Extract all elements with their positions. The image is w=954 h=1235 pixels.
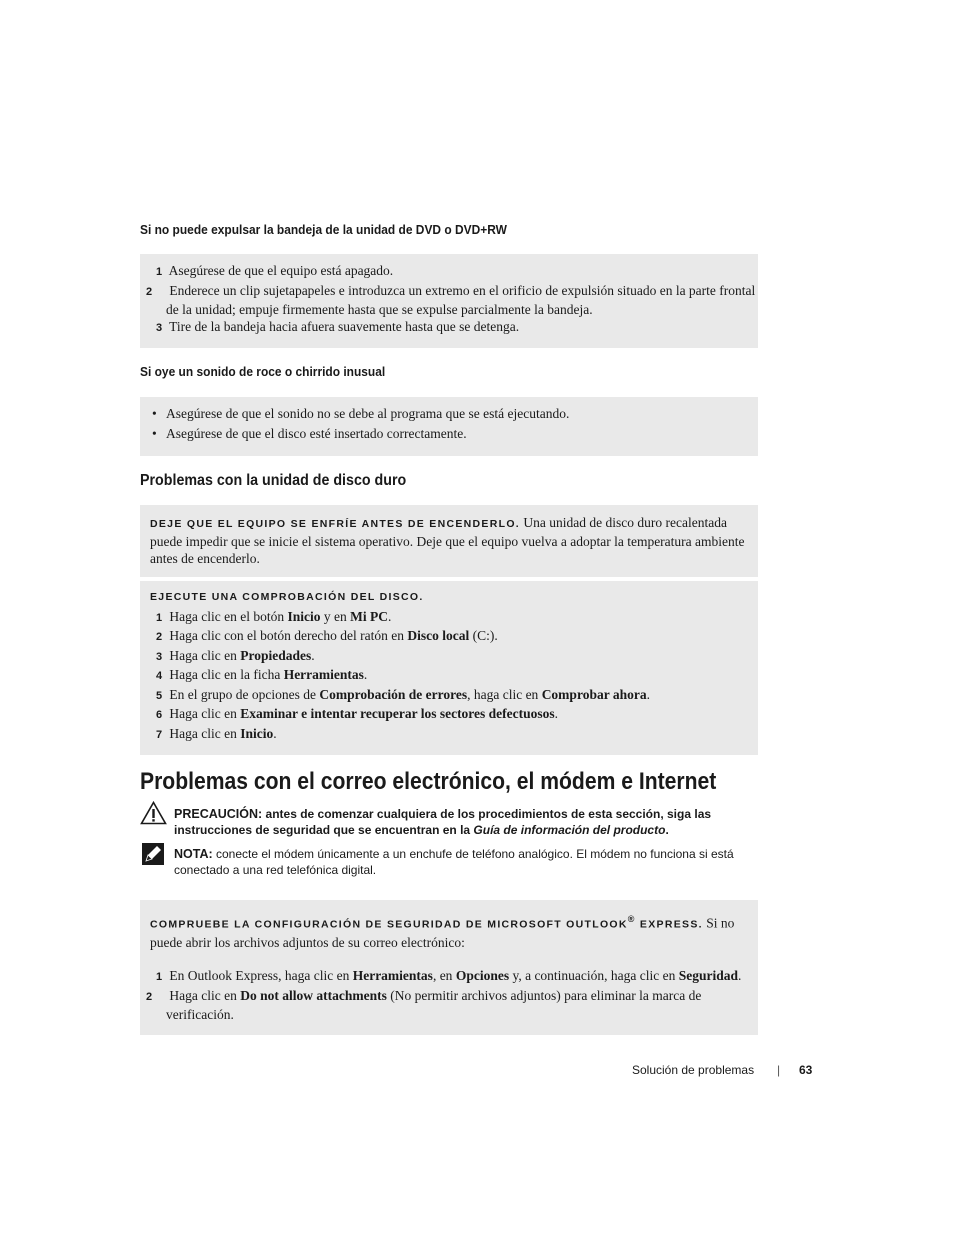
caution-text: PRECAUCIÓN: antes de comenzar cualquiera de los procedimientos de esta sección, siga las instrucciones de seguridad que se encuentran en la Guía de información del producto. — [174, 807, 712, 837]
box-outlook-security — [140, 900, 758, 1035]
list-item: 6 Haga clic en Examinar e intentar recuperar los sectores defectuosos. — [156, 706, 559, 721]
list-item: 1 En Outlook Express, haga clic en Herramientas, en Opciones y, a continuación, haga clic en Seguridad. — [156, 968, 742, 983]
page-number: 63 — [799, 1063, 813, 1077]
note-text: NOTA: conecte el módem únicamente a un enchufe de teléfono analógico. El módem no funciona si está conectado a una red telefónica digital. — [174, 847, 734, 877]
list-item: 2 Haga clic con el botón derecho del ratón en Disco local (C:). — [156, 628, 498, 643]
box-dvd-steps — [140, 254, 758, 348]
heading-dvd-tray: Si no puede expulsar la bandeja de la unidad de DVD o DVD+RW — [140, 222, 507, 237]
list-item: 2 Enderece un clip sujetapapeles e introduzca un extremo en el orificio de expulsión situado en la parte frontal de la unidad; empuje firmemente hasta que se expulse parcialmente la bandeja. — [146, 283, 756, 317]
list-item: 4 Haga clic en la ficha Herramientas. — [156, 667, 368, 682]
list-item: 2 Haga clic en Do not allow attachments (No permitir archivos adjuntos) para eliminar la marca de verificación. — [146, 988, 702, 1022]
box-noise — [140, 397, 758, 456]
list-item: • Asegúrese de que el sonido no se debe al programa que se está ejecutando. — [152, 406, 570, 421]
list-item: 5 En el grupo de opciones de Comprobación de errores, haga clic en Comprobar ahora. — [156, 687, 650, 702]
outlook-paragraph: COMPRUEBE LA CONFIGURACIÓN DE SEGURIDAD DE MICROSOFT OUTLOOK® EXPRESS. Si no puede abrir los archivos adjuntos de su correo electrónico: — [150, 914, 735, 950]
list-item: • Asegúrese de que el disco esté insertado correctamente. — [152, 426, 467, 441]
list-item: 1 Asegúrese de que el equipo está apagado. — [156, 263, 394, 278]
heading-noise: Si oye un sonido de roce o chirrido inusual — [140, 364, 386, 379]
footer-separator: | — [777, 1063, 781, 1077]
box-disk-check — [140, 581, 758, 755]
box-cool-down — [140, 505, 758, 577]
list-item: 3 Tire de la bandeja hacia afuera suavemente hasta que se detenga. — [156, 319, 520, 334]
note-pencil-icon — [142, 843, 164, 865]
cool-down-paragraph: DEJE QUE EL EQUIPO SE ENFRÍE ANTES DE ENCENDERLO. Una unidad de disco duro recalentada puede impedir que se inicie el sistema operativo. Deje que el equipo vuelva a adoptar la temperatura ambiente antes de encenderlo. — [150, 515, 745, 566]
list-item: 1 Haga clic en el botón Inicio y en Mi PC. — [156, 609, 392, 624]
heading-hard-drive: Problemas con la unidad de disco duro — [140, 472, 407, 489]
list-item: 7 Haga clic en Inicio. — [156, 726, 277, 741]
caution-triangle-icon — [140, 801, 167, 825]
list-item: 3 Haga clic en Propiedades. — [156, 648, 315, 663]
footer-section-name: Solución de problemas — [632, 1063, 755, 1077]
heading-email-modem-internet: Problemas con el correo electrónico, el módem e Internet — [140, 768, 717, 795]
disk-check-title: EJECUTE UNA COMPROBACIÓN DEL DISCO. — [150, 591, 424, 603]
